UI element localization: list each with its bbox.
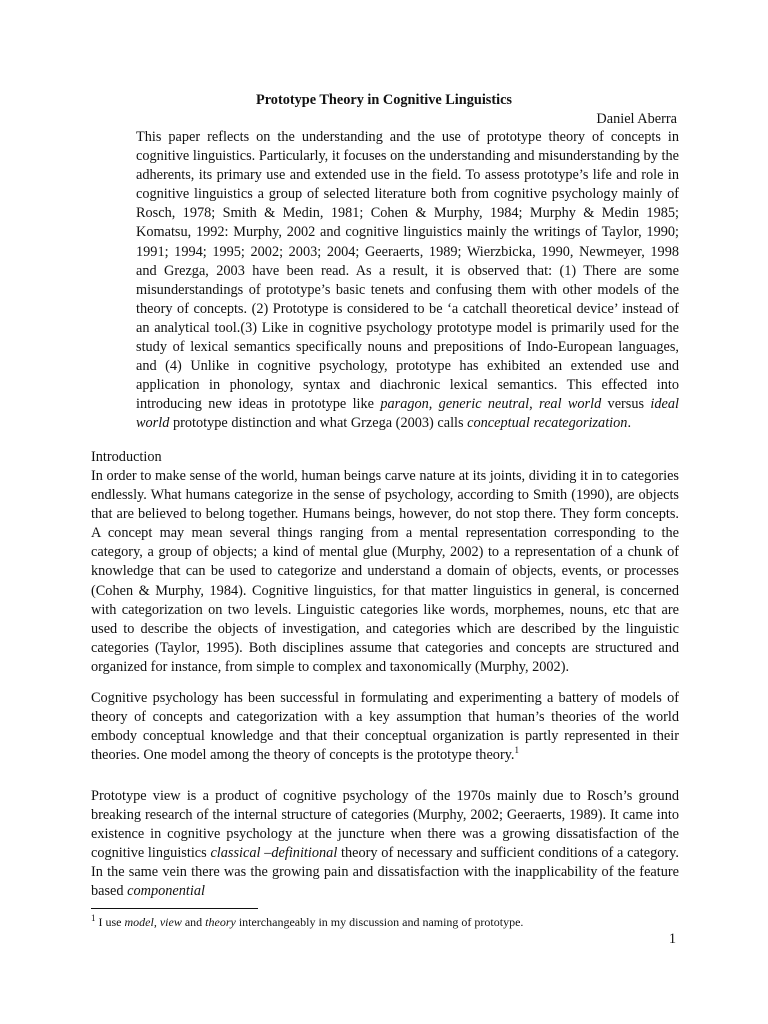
abstract-text: prototype distinction and what Grzega (2003) calls [169, 415, 468, 432]
footnote-text: I use [95, 915, 125, 929]
body-paragraph-2 [91, 689, 679, 765]
footnote-text: and [181, 915, 206, 929]
abstract-italic-term: real world [539, 396, 602, 413]
abstract-italic-term: paragon, generic neutral [380, 396, 530, 413]
paragraph-italic-term: classical –definitional [210, 845, 338, 862]
paragraph-italic-term: componential [127, 883, 205, 900]
footnote-reference[interactable]: 1 [514, 745, 519, 756]
body-paragraph-3 [91, 787, 679, 902]
abstract [136, 128, 679, 434]
abstract-text: , [529, 396, 540, 413]
paragraph-text: Prototype view is a product of cognitive psychology of the 1970s mainly due to Rosch’s ground breaking research of the internal structure of categories (Murphy, 2002; Geeraerts, 1989). It came into existence in cognitive psychology at the juncture when there was a growing dissatisfaction of the cognitive linguistics [91, 788, 679, 862]
abstract-text: . [627, 415, 632, 432]
page-number: 1 [668, 931, 676, 947]
paragraph-text: theory of necessary and sufficient conditions of a category. In the same vein there was the growing pain and dissatisfaction with the inapplicability of the feature based [91, 845, 679, 900]
footnote-divider [91, 908, 258, 909]
footnote [91, 914, 679, 930]
abstract-italic-term: ideal world [136, 396, 679, 432]
section-heading-introduction: Introduction [91, 449, 162, 465]
footnote-italic-term: theory [205, 915, 236, 929]
paper-title: Prototype Theory in Cognitive Linguistics [255, 92, 513, 108]
paragraph-text: Cognitive psychology has been successful in formulating and experimenting a battery of models of theory of concepts and categorization with a key assumption that human’s theories of the world embody conceptual knowledge and that their conceptual organization is partly represented in their theories. One model among the theory of concepts is the prototype theory. [91, 690, 679, 764]
paragraph-text: In order to make sense of the world, human beings carve nature at its joints, dividing it in to categories endlessly. What humans categorize in the sense of psychology, according to Smith (1990), are objects that are believed to belong together. Humans beings, however, do not stop there. They form concepts. A concept may mean several things ranging from a mental representation corresponding to the category, a group of objects; a kind of mental glue (Murphy, 2002) to a representation of a chunk of knowledge that can be used to categorize and understand a domain of objects, events, or processes (Cohen & Murphy, 1984). Cognitive linguistics, for that matter linguistics in general, is concerned with categorization on two levels. Linguistic categories like words, morphemes, nouns, etc that are used to describe the objects of investigation, and categories which are described by the linguistic categories (Taylor, 1995). Both disciplines assume that categories and concepts are structured and organized for instance, from simple to complex and taxonomically (Murphy, 2002). [91, 468, 679, 675]
body-paragraph-1 [91, 467, 679, 677]
footnote-text: interchangeably in my discussion and naming of prototype. [235, 915, 524, 929]
abstract-text: versus [601, 396, 651, 413]
abstract-text: This paper reflects on the understanding and the use of prototype theory of concepts in cognitive linguistics. Particularly, it focuses on the understanding and misunderstanding by the adherents, its primary use and extended use in the field. To assess prototype’s life and role in cognitive linguistics a group of selected literature both from cognitive psychology mainly of Rosch, 1978; Smith & Medin, 1981; Cohen & Murphy, 1984; Murphy & Medin 1985; Komatsu, 1992: Murphy, 2002 and cognitive linguistics mainly the writings of Taylor, 1990; 1991; 1994; 1995; 2002; 2003; 2004; Geeraerts, 1989; Wierzbicka, 1990, Newmeyer, 1998 and Grezga, 2003 have been read. As a result, it is observed that: (1) There are some misunderstandings of prototype’s basic tenets and confusing them with other models of the theory of concepts. (2) Prototype is considered to be ‘a catchall theoretical device’ instead of an analytical tool.(3) Like in cognitive psychology prototype model is primarily used for the study of lexical semantics specifically nouns and prepositions of Indo-European languages, and (4) Unlike in cognitive psychology, prototype has exhibited an extended use and application in phonology, syntax and diachronic lexical semantics. This effected into introducing new ideas in prototype like [136, 129, 679, 413]
footnote-italic-term: model, view [124, 915, 182, 929]
abstract-italic-term: conceptual recategorization [467, 415, 628, 432]
footnote-number: 1 [91, 913, 96, 923]
author-name: Daniel Aberra [596, 111, 677, 127]
